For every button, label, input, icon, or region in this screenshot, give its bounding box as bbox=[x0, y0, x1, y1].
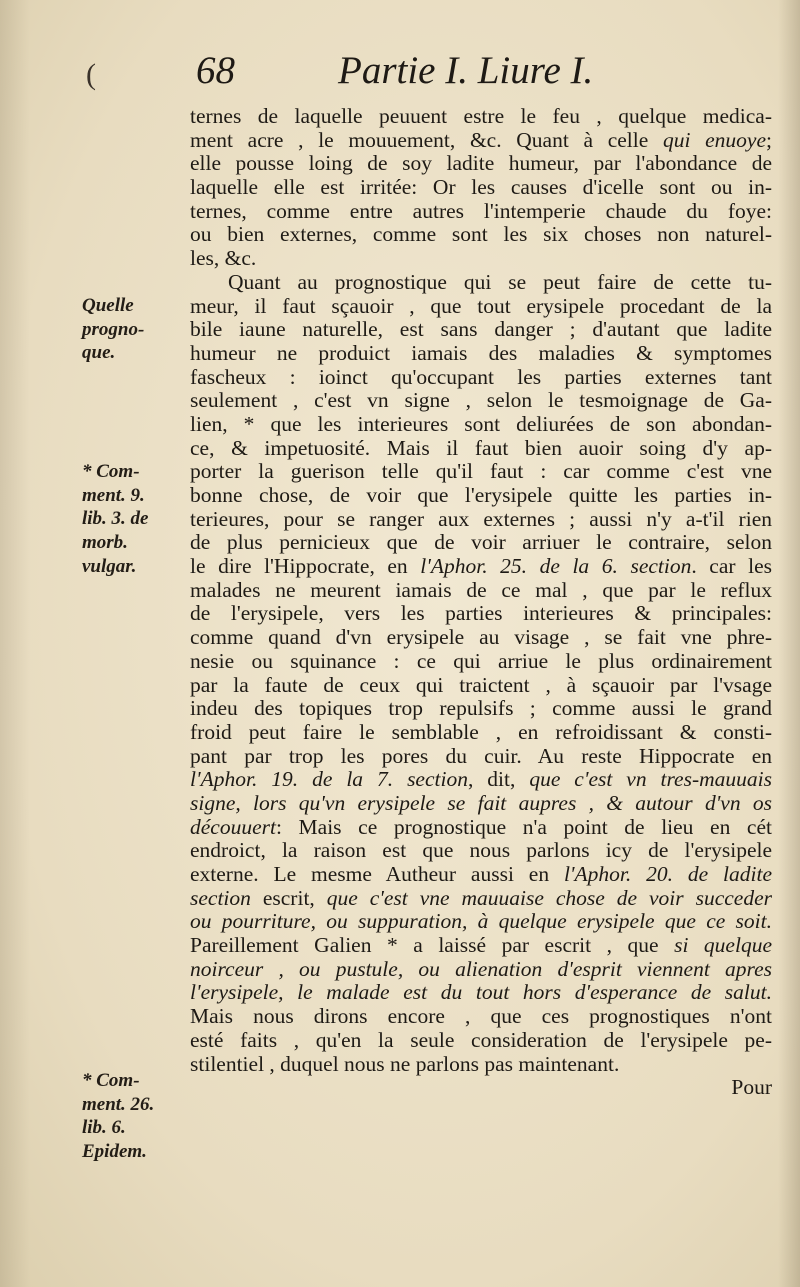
text-run: lien, * que les interieures sont deliurées de son abondan- bbox=[190, 412, 772, 436]
italic-text: l'Aphor. 25. de la 6. section bbox=[420, 555, 692, 579]
text-run: ment acre , le mouuement, &c. Quant à celle bbox=[190, 128, 663, 152]
text-line bbox=[190, 626, 772, 650]
italic-text: l'Aphor. 19. de la 7. section bbox=[190, 768, 468, 792]
text-line bbox=[190, 247, 772, 271]
text-run: Quant au prognostique qui se peut faire de cette tu- bbox=[228, 270, 772, 294]
text-line bbox=[190, 413, 772, 437]
text-run: le dire l'Hippocrate, en bbox=[190, 555, 421, 579]
text-line bbox=[190, 745, 772, 769]
text-line bbox=[190, 768, 772, 792]
text-line bbox=[190, 460, 772, 484]
text-run: ternes de laquelle peuuent estre le feu , quelque medica- bbox=[190, 105, 772, 128]
text-run: de plus pernicieux que de voir arriuer le contraire, selon bbox=[190, 531, 772, 555]
catchword bbox=[190, 1076, 772, 1100]
text-line bbox=[190, 295, 772, 319]
running-header bbox=[196, 48, 596, 94]
text-line bbox=[190, 152, 772, 176]
text-line bbox=[190, 200, 772, 224]
text-run: bile iaune naturelle, est sans danger ; d'autant que ladite bbox=[190, 318, 772, 342]
text-run: , dit, bbox=[467, 768, 530, 792]
text-run: les, &c. bbox=[190, 247, 257, 271]
text-line bbox=[190, 437, 772, 461]
gutter-shadow bbox=[0, 0, 30, 1287]
text-run: porter la guerison telle qu'il faut : car comme c'est vne bbox=[190, 460, 772, 484]
text-run: froid peut faire le semblable , en refroidissant & consti- bbox=[190, 720, 772, 744]
italic-text: signe, lors qu'vn erysipele se fait aupres , & autour d'vn os bbox=[190, 791, 772, 815]
margin-note-line: * Com- bbox=[82, 1070, 140, 1091]
text-run: nesie ou squinance : ce qui arriue le plus ordinairement bbox=[190, 649, 772, 673]
italic-text: si quelque bbox=[674, 934, 772, 958]
text-run: : Mais ce prognostique n'a point de lieu en cét bbox=[275, 815, 772, 839]
text-line bbox=[190, 602, 772, 626]
text-run: pant par trop les pores du cuir. Au reste Hippocrate en bbox=[190, 744, 772, 768]
margin-note-line: Quelle bbox=[82, 295, 134, 316]
italic-text: l'Aphor. 20. de ladite bbox=[563, 863, 772, 886]
text-line bbox=[190, 910, 772, 934]
running-title: Partie I. Liure I. bbox=[338, 49, 594, 92]
italic-text: que c'est vne mauuaise chose de voir succeder bbox=[326, 886, 772, 910]
text-run: ce, & impetuosité. Mais il faut bien auoir soing d'y ap- bbox=[190, 436, 772, 460]
text-line bbox=[190, 839, 772, 863]
text-run: Pour bbox=[731, 1076, 772, 1100]
text-line bbox=[190, 318, 772, 342]
text-line bbox=[190, 816, 772, 840]
text-line bbox=[190, 863, 772, 887]
text-run: esté faits , qu'en la seule consideration de l'erysipele pe- bbox=[190, 1028, 772, 1052]
margin-note-line: ment. 26. bbox=[82, 1093, 155, 1115]
text-line bbox=[190, 342, 772, 366]
text-line bbox=[190, 1005, 772, 1029]
text-run: meur, il faut sçauoir , que tout erysipele procedant de la bbox=[190, 294, 772, 318]
margin-note-line: lib. 6. bbox=[82, 1117, 126, 1139]
text-line bbox=[190, 579, 772, 603]
text-line bbox=[190, 1029, 772, 1053]
margin-note-quelle-prognostique bbox=[82, 294, 182, 365]
page-edge-shadow bbox=[778, 0, 800, 1287]
text-line bbox=[190, 223, 772, 247]
margin-note-line: lib. 3. de bbox=[82, 508, 149, 530]
text-run: . car les bbox=[691, 555, 772, 579]
margin-note-epidem-reference bbox=[82, 1069, 182, 1164]
text-run: bonne chose, de voir que l'erysipele quitte les parties in- bbox=[190, 484, 772, 507]
text-line bbox=[190, 674, 772, 698]
text-line bbox=[190, 271, 772, 295]
margin-note-line: * Com- bbox=[82, 461, 140, 482]
margin-note-line: ment. 9. bbox=[82, 484, 145, 506]
text-run: terieures, pour se ranger aux externes ; aussi n'y a-t'il rien bbox=[190, 507, 772, 531]
text-run: elle pousse loing de soy ladite humeur, par l'abondance de bbox=[190, 152, 772, 176]
text-line bbox=[190, 366, 772, 390]
text-line bbox=[190, 105, 772, 129]
margin-note-line: morb. bbox=[82, 532, 128, 554]
italic-text: l'erysipele, le malade est du tout hors d'esperance de salut. bbox=[190, 981, 772, 1005]
text-line bbox=[190, 484, 772, 508]
text-line bbox=[190, 389, 772, 413]
margin-note-line: que. bbox=[82, 342, 116, 364]
text-run: escrit, bbox=[250, 886, 327, 910]
text-line bbox=[190, 1053, 772, 1077]
text-line bbox=[190, 981, 772, 1005]
margin-bracket-mark: ( bbox=[86, 58, 96, 91]
text-run: par la faute de ceux qui traictent , à sçauoir par l'vsage bbox=[190, 673, 772, 697]
italic-text: ou pourriture, ou suppuration, à quelque erysipele que ce soit. bbox=[190, 910, 772, 934]
text-line bbox=[190, 508, 772, 532]
italic-text: découuert bbox=[190, 815, 276, 839]
text-run: ternes, comme entre autres l'intemperie chaude du foye: bbox=[190, 199, 772, 223]
italic-text: section bbox=[190, 886, 251, 910]
text-run: ou bien externes, comme sont les six choses non naturel- bbox=[190, 223, 772, 247]
text-run: fascheux : ioinct qu'occupant les parties externes tant bbox=[190, 365, 772, 389]
text-line bbox=[190, 129, 772, 153]
text-line bbox=[190, 697, 772, 721]
margin-note-line: Epidem. bbox=[82, 1141, 147, 1163]
text-line bbox=[190, 531, 772, 555]
body-text bbox=[190, 105, 772, 1100]
text-run: ; bbox=[766, 128, 772, 152]
italic-text: que c'est vn tres-mauuais bbox=[529, 768, 772, 792]
text-run: externe. Le mesme Autheur aussi en bbox=[190, 863, 564, 886]
margin-note-line: progno- bbox=[82, 318, 145, 340]
text-line bbox=[190, 176, 772, 200]
text-line bbox=[190, 958, 772, 982]
text-run: seulement , c'est vn signe , selon le tesmoignage de Ga- bbox=[190, 389, 772, 413]
text-run: laquelle elle est irritée: Or les causes d'icelle sont ou in- bbox=[190, 176, 772, 200]
text-line bbox=[190, 721, 772, 745]
text-line bbox=[190, 887, 772, 911]
text-run: endroict, la raison est que nous parlons icy de l'erysipele bbox=[190, 839, 772, 863]
margin-note-line: vulgar. bbox=[82, 555, 137, 577]
italic-text: noirceur , ou pustule, ou alienation d'esprit viennent apres bbox=[190, 957, 772, 981]
text-run: Mais nous dirons encore , que ces prognostiques n'ont bbox=[190, 1005, 772, 1029]
page-number: 68 bbox=[196, 49, 235, 92]
text-run: comme quand d'vn erysipele au visage , se fait vne phre- bbox=[190, 626, 772, 650]
text-run: indeu des topiques trop repulsifs ; comme aussi le grand bbox=[190, 697, 772, 721]
text-line bbox=[190, 934, 772, 958]
text-run: malades ne meurent iamais de ce mal , que par le reflux bbox=[190, 578, 772, 602]
text-run: de l'erysipele, vers les parties interieures & principales: bbox=[190, 602, 772, 626]
text-line bbox=[190, 650, 772, 674]
text-run: humeur ne produict iamais des maladies & symptomes bbox=[190, 341, 772, 365]
text-run: Pareillement Galien * a laissé par escrit , que bbox=[190, 934, 675, 958]
text-line bbox=[190, 555, 772, 579]
italic-text: qui enuoye bbox=[662, 128, 766, 152]
text-line bbox=[190, 792, 772, 816]
text-run: stilentiel , duquel nous ne parlons pas maintenant. bbox=[190, 1052, 620, 1076]
margin-note-galien-reference bbox=[82, 460, 182, 579]
